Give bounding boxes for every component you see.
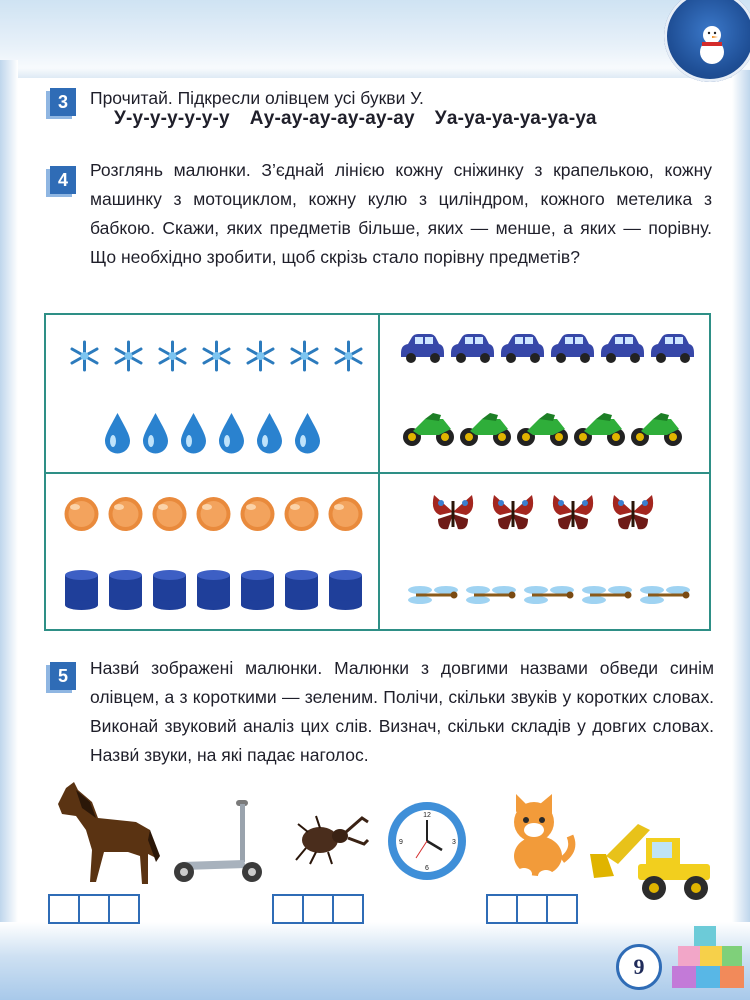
butterfly-icon: [490, 489, 536, 535]
balls-row: [62, 495, 365, 533]
svg-text:12: 12: [423, 812, 431, 819]
snowflake-icon: [198, 339, 235, 373]
task-4-number: 4: [50, 166, 76, 194]
snowflake-icon: [242, 339, 279, 373]
sound-box[interactable]: [272, 894, 304, 924]
blue-cylinder-icon: [194, 567, 233, 611]
task-5-number: 5: [50, 662, 76, 690]
top-decoration: [0, 0, 750, 78]
blue-cylinder-icon: [150, 567, 189, 611]
orange-ball-icon: [150, 495, 189, 533]
syllable-group: Ау-ау-ау-ау-ау-ау: [249, 108, 415, 129]
sound-boxes: [272, 894, 362, 924]
orange-ball-icon: [238, 495, 277, 533]
task-5-instruction: Назви́ зображені малюнки. Малюнки з довгими назвами обведи синім олівцем, а з короткими — зеленим. Полічи, скільки звуків у коротких словах. Виконай звуковий аналіз цих слів. Визнач, скільки складів у довгих словах. Назви́ звуки, на які падає наголос.: [90, 658, 714, 765]
right-decoration: [732, 70, 750, 930]
pictures-row: [48, 770, 718, 930]
horse-icon: [52, 778, 160, 888]
blue-cylinder-icon: [282, 567, 321, 611]
left-decoration: [0, 60, 18, 940]
sound-box[interactable]: [332, 894, 364, 924]
kitten-icon: [494, 790, 576, 884]
task-3-number: 3: [50, 88, 76, 116]
motorcycle-icon: [458, 411, 513, 447]
dragonfly-icon: [638, 581, 692, 609]
sound-box[interactable]: [48, 894, 80, 924]
car-icon: [548, 331, 596, 365]
motorcycle-icon: [401, 411, 456, 447]
orange-ball-icon: [62, 495, 101, 533]
syllable-group: У-у-у-у-у-у-у: [114, 108, 230, 129]
syllable-group: Уа-уа-уа-уа-уа-уа: [434, 108, 597, 129]
water-drop-icon: [254, 411, 285, 455]
task-3-instruction: Прочитай. Підкресли олівцем усі букви У.: [90, 88, 424, 108]
orange-ball-icon: [106, 495, 145, 533]
blue-cylinder-icon: [62, 567, 101, 611]
car-icon: [498, 331, 546, 365]
motorcycle-icon: [515, 411, 570, 447]
butterfly-icon: [550, 489, 596, 535]
snowflake-icon: [66, 339, 103, 373]
sound-box[interactable]: [516, 894, 548, 924]
sound-boxes: [48, 894, 138, 924]
svg-text:9: 9: [399, 839, 403, 846]
svg-text:3: 3: [452, 839, 456, 846]
task-3-syllables: [114, 108, 597, 130]
dragonfly-icon: [580, 581, 634, 609]
snowflake-icon: [154, 339, 191, 373]
car-icon: [648, 331, 696, 365]
dragonfly-icon: [522, 581, 576, 609]
beetle-icon: [292, 810, 370, 866]
cubes-icon: [672, 922, 746, 992]
blue-cylinder-icon: [326, 567, 365, 611]
blue-cylinder-icon: [106, 567, 145, 611]
sound-box[interactable]: [302, 894, 334, 924]
motorcycle-icon: [572, 411, 627, 447]
pictures-grid: [44, 313, 711, 631]
grid-divider: [46, 472, 709, 474]
drops-row: [102, 411, 323, 455]
sound-box[interactable]: [78, 894, 110, 924]
cars-row: [398, 331, 696, 365]
dragonfly-icon: [464, 581, 518, 609]
water-drop-icon: [102, 411, 133, 455]
sound-box[interactable]: [486, 894, 518, 924]
orange-ball-icon: [194, 495, 233, 533]
scooter-icon: [170, 800, 270, 884]
car-icon: [448, 331, 496, 365]
water-drop-icon: [140, 411, 171, 455]
butterfly-icon: [610, 489, 656, 535]
svg-text:6: 6: [425, 865, 429, 872]
task-4-instruction: Розглянь малюнки. З’єднай лінією кожну сніжинку з крапелькою, кожну машинку з мотоциклом, кожну кулю з циліндром, кожного метелика з бабкою. Скажи, яких предметів більше, яких — менше, а яких — порівну. Що необхідно зробити, щоб скрізь стало порівну предметів?: [90, 160, 712, 267]
dragonflies-row: [406, 581, 692, 609]
clock-icon: [386, 800, 468, 882]
snowflake-icon: [110, 339, 147, 373]
orange-ball-icon: [282, 495, 321, 533]
water-drop-icon: [292, 411, 323, 455]
cylinders-row: [62, 567, 365, 611]
snowflake-icon: [286, 339, 323, 373]
sound-box[interactable]: [108, 894, 140, 924]
butterflies-row: [430, 489, 656, 535]
orange-ball-icon: [326, 495, 365, 533]
car-icon: [598, 331, 646, 365]
excavator-icon: [588, 818, 712, 902]
butterfly-icon: [430, 489, 476, 535]
page-number: 9: [616, 944, 662, 990]
motorcycles-row: [401, 411, 684, 447]
snowflakes-row: [66, 339, 367, 373]
sound-box[interactable]: [546, 894, 578, 924]
water-drop-icon: [216, 411, 247, 455]
car-icon: [398, 331, 446, 365]
dragonfly-icon: [406, 581, 460, 609]
blue-cylinder-icon: [238, 567, 277, 611]
sound-boxes: [486, 894, 576, 924]
snowflake-icon: [330, 339, 367, 373]
water-drop-icon: [178, 411, 209, 455]
motorcycle-icon: [629, 411, 684, 447]
